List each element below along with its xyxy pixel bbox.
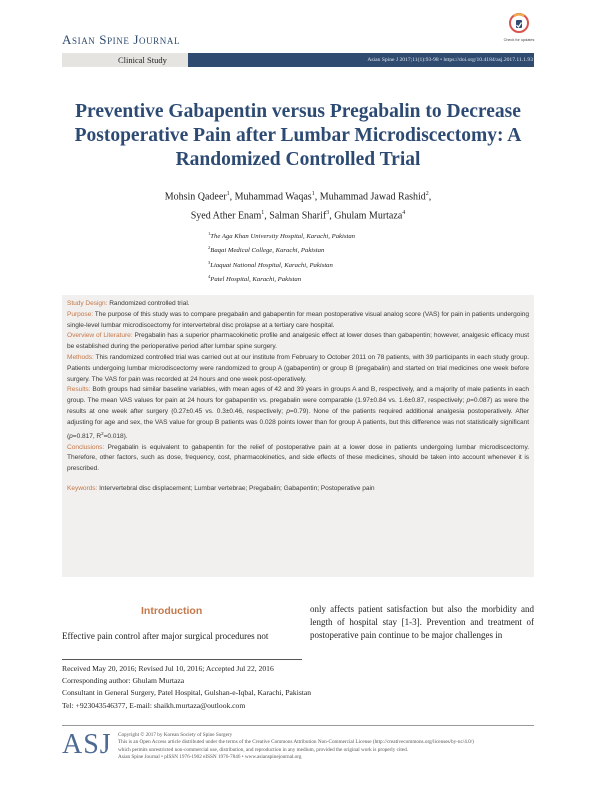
results-text-5: =0.018).: [103, 432, 128, 440]
author-sup: 1: [261, 210, 265, 217]
author-name: Muhammad Jawad Rashid: [319, 191, 426, 203]
results-text-2: =0.087) as were the results at one week after surgery (0.27±0.45 vs. 0.3±0.46, respectively;: [67, 397, 529, 415]
affiliation-text: Liaquat National Hospital, Karachi, Pakistan: [210, 262, 333, 270]
abstract-study-design: [67, 299, 529, 310]
author-sup: 4: [402, 210, 406, 217]
license-line-2: which permits unrestricted non-commercial use, distribution, and reproduction in any medium, provided the original work is properly cited.: [118, 746, 408, 753]
author-name: Muhammad Waqas: [234, 191, 312, 203]
purpose-text: The purpose of this study was to compare pregabalin and gabapentin for mean postoperative visual analog score (VAS) for pain in patients undergoing single-level lumbar microdiscectomy for intervertebral disc prolapse at a tertiary care hospital.: [67, 310, 529, 329]
license-line-1[interactable]: This is an Open Access article distributed under the terms of the Creative Commons Attribution Non-Commercial License (http://creativecommons.org/licenses/by-nc/4.0/): [118, 739, 474, 746]
results-text-4: =0.817, R: [72, 432, 102, 440]
results-label: Results:: [67, 386, 91, 394]
p-value-symbol: p: [466, 397, 471, 405]
crossmark-icon[interactable]: [506, 12, 532, 48]
footer-text: [118, 732, 538, 761]
section-label: Clinical Study: [62, 53, 188, 67]
keywords-text: Intervertebral disc displacement; Lumbar vertebrae; Pregabalin; Gabapentin; Postoperative pain: [99, 484, 375, 492]
journal-name: Asian Spine Journal: [62, 32, 181, 47]
author-sup: 1: [311, 191, 315, 197]
right-column-text: only affects patient satisfaction but also the morbidity and length of hospital stay [1-3]. Prevention and treatment of postoperative pain continue to be major challenges in: [310, 604, 534, 640]
author-position: Consultant in General Surgery, Patel Hospital, Gulshan-e-Iqbal, Karachi, Pakistan: [62, 688, 312, 698]
author-list: Mohsin Qadeer$^1$, Muhammad Waqas$^1$, Muhammad Jawad Rashid$^2$, Syed Ather Enam$^1$, Salman Sharif$^3$, Ghulam Murtaza$^4$: [164, 191, 432, 222]
author-contact[interactable]: Tel: +923043546377, E-mail: shaikh.murtaza@outlook.com: [62, 700, 246, 710]
author-name: Ghulam Murtaza: [334, 210, 403, 222]
abstract-results: [67, 385, 529, 442]
study-design-text: Randomized controlled trial.: [109, 300, 190, 307]
author-name: Salman Sharif: [269, 210, 327, 222]
crossmark-label[interactable]: Check for updates: [503, 38, 535, 42]
results-text-3: =0.79). None of the patients required additional analgesia postoperatively. After adjusting for age and sex, the VAS value for group B patients was 0.028 points lower than for group A patients, but this difference was not statistically significant (: [67, 407, 529, 440]
citation-doi[interactable]: Asian Spine J 2017;11(1):93-98 • https://doi.org/10.4184/asj.2017.11.1.93: [367, 57, 533, 63]
author-sup: 2: [425, 191, 429, 197]
copyright: Copyright © 2017 by Korean Society of Spine Surgery: [118, 732, 233, 738]
study-design-label: Study Design:: [67, 300, 108, 307]
abstract-keywords: [67, 484, 529, 495]
abstract-methods: [67, 353, 529, 385]
issn-line[interactable]: Asian Spine Journal • pISSN 1976-1902 eISSN 1976-7846 • www.asianspinejournal.org: [118, 753, 302, 760]
introduction-heading: Introduction: [141, 605, 203, 617]
affiliation-text: Baqai Medical College, Karachi, Pakistan: [210, 247, 325, 255]
methods-text: This randomized controlled trial was carried out at our institute from February to October 2011 on 78 patients, with 39 participants in each study group. Patients undergoing lumbar microdiscectomy were randomized to group A (gabapentin) or group B (pregabalin) and started on trial medicines one week before surgery. The VAS for pain was recorded at 24 hours and one week post-operatively.: [67, 353, 529, 383]
abstract-conclusions: [67, 443, 529, 475]
received-dates: Received May 20, 2016; Revised Jul 10, 2016; Accepted Jul 22, 2016: [62, 664, 274, 673]
affiliation-text: Patel Hospital, Karachi, Pakistan: [210, 276, 302, 284]
p-value-symbol: p: [286, 407, 290, 415]
affiliation: [208, 242, 355, 256]
affiliation-sup: 2: [208, 245, 211, 251]
corresponding-author: Corresponding author: Ghulam Murtaza: [62, 676, 185, 686]
author-name: Syed Ather Enam: [190, 210, 262, 222]
author-sup: 1: [226, 191, 230, 197]
p-value-symbol: p: [69, 432, 73, 440]
affiliation-sup: 3: [208, 259, 211, 265]
conclusions-label: Conclusions:: [67, 443, 105, 451]
purpose-label: Purpose:: [67, 310, 93, 318]
affiliation-list: [208, 228, 355, 286]
correspondence-divider: [62, 659, 302, 660]
introduction-text: Effective pain control after major surgical procedures not: [62, 631, 269, 641]
conclusions-text: Pregabalin is equivalent to gabapentin for the relief of postoperative pain at a lower dose in patients undergoing lumbar microdiscectomy. Therefore, other factors, such as dose, frequency, cost, pharmacokinetics, and side effects of these medicines, should be taken into account whenever it is prescribed.: [67, 443, 529, 473]
author-sup: 3: [326, 210, 330, 217]
affiliation-text: The Aga Khan University Hospital, Karachi, Pakistan: [210, 233, 356, 241]
abstract-purpose: [67, 310, 529, 332]
affiliation-sup: 4: [208, 274, 211, 280]
abstract-text: [67, 299, 529, 495]
r-squared-sup: 2: [101, 430, 104, 436]
affiliation: [208, 271, 355, 285]
footer-divider: [62, 725, 534, 726]
affiliation-sup: 1: [208, 231, 211, 236]
overview-label: Overview of Literature:: [67, 332, 133, 340]
correspondence-block: [62, 663, 362, 712]
affiliation: [208, 257, 355, 271]
article-title: Preventive Gabapentin versus Pregabalin to Decrease Postoperative Pain after Lumbar Microdiscectomy: A Randomized Controlled Trial: [74, 101, 522, 170]
keywords-label: Keywords:: [67, 484, 98, 492]
results-text-1: Both groups had similar baseline variables, with mean ages of 42 and 39 years in groups A and B, respectively, and a majority of male patients in each group. The mean VAS values for pain at 24 hours for gabapentin vs. pregabalin were comparable (1.97±0.84 vs. 1.6±0.87, respectively;: [67, 386, 529, 405]
methods-label: Methods:: [67, 353, 94, 361]
author-name: Mohsin Qadeer: [164, 191, 227, 203]
abstract-overview: [67, 331, 529, 353]
asj-logo: ASJ: [62, 729, 112, 760]
affiliation: [208, 228, 355, 242]
overview-text: Pregabalin has a superior pharmacokinetic profile and analgesic effect at lower doses than gabapentin; however, analgesic efficacy must be established during the perioperative period after lumbar spine surgery.: [67, 332, 529, 351]
